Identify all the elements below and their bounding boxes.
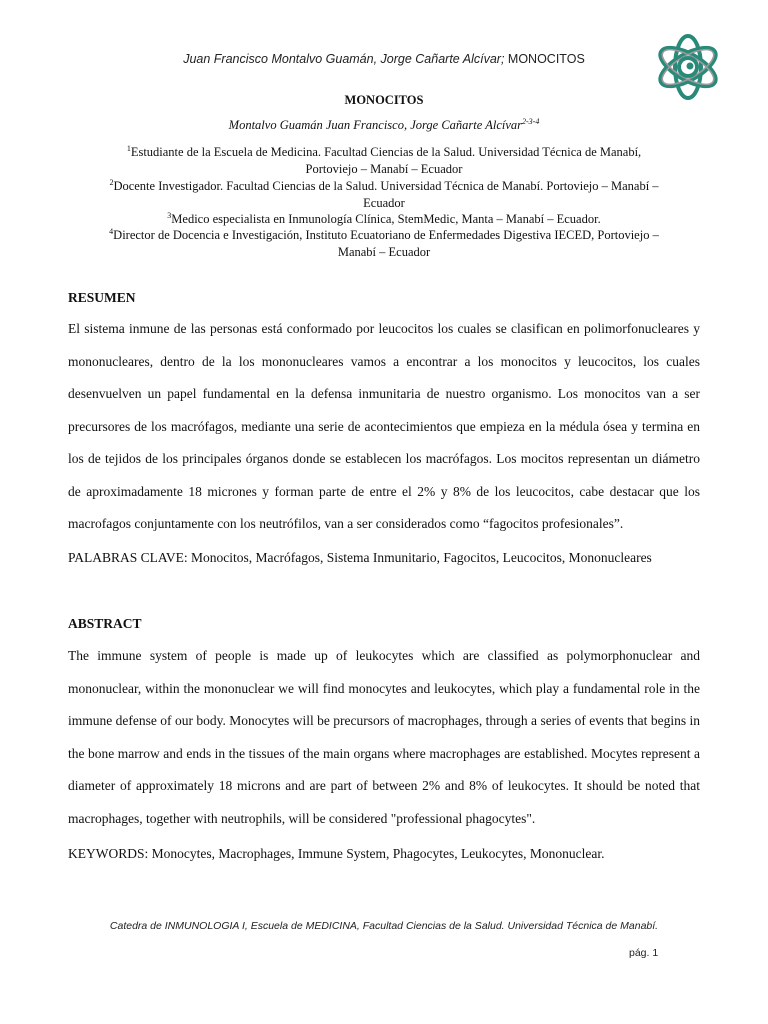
- abstract-keywords: KEYWORDS: Monocytes, Macrophages, Immune System, Phagocytes, Leukocytes, Mononuclear.: [68, 846, 605, 861]
- article-title: MONOCITOS: [344, 93, 424, 107]
- affiliation-1: $^1$Estudiante de la Escuela de Medicina. Facultad Ciencias de la Salud. Universidad Técnica de Manabí, Portoviejo – Manabí – Ecuador: [126, 144, 642, 176]
- resumen-keywords: PALABRAS CLAVE: Monocitos, Macrófagos, Sistema Inmunitario, Fagocitos, Leucocitos, Mononucleares: [68, 550, 652, 565]
- resumen-heading: RESUMEN: [68, 290, 136, 305]
- header-title: MONOCITOS: [507, 52, 585, 66]
- abstract-body: The immune system of people is made up of leukocytes which are classified as polymorphonuclear and mononuclear, within the mononuclear we will find monocytes and leukocytes, which play a fundamental role in the immune defense of our body. Monocytes will be precursors of macrophages, through a series of events that begins in the bone marrow and ends in the tissues of the main organs where macrophages are established. Mocytes represent a diameter of approximately 18 microns and are part of between 2% and 8% of leukocytes. It should be noted that macrophages, together with neutrophils, will be considered "professional phagocytes".: [68, 648, 700, 826]
- affiliation-4: $^4$Director de Docencia e Investigación, Instituto Ecuatoriano de Enfermedades Digestiva IECED, Portoviejo – Manabí – Ecuador: [109, 227, 659, 259]
- header-authors: Juan Francisco Montalvo Guamán, Jorge Cañarte Alcívar;: [183, 52, 505, 66]
- resumen-body: El sistema inmune de las personas está conformado por leucocitos los cuales se clasifican en polimorfonucleares y mononucleares, dentro de la los mononucleares vamos a encontrar a los monocitos y leucocitos, los cuales desenvuelven un papel fundamental en la defensa inmunitaria de nuestro organismo. Los monocitos van a ser precursores de los macrófagos, mediante una serie de acontecimientos que empieza en la médula ósea y termina en los de tejidos de los principales órganos donde se establecen los macrófagos. Los mocitos representan un diámetro de aproximadamente 18 micrones y forman parte de entre el 2% y 8% de los leucocitos, cabe destacar que los macrofagos conjuntamente con los neutrófilos, van a ser considerados como “fagocitos profesionales”.: [68, 321, 700, 531]
- running-header: [0, 52, 768, 66]
- article-authors: [0, 117, 768, 133]
- page-number: pág. 1: [629, 947, 659, 959]
- authors-superscript: 2-3-4: [522, 117, 540, 126]
- authors-names: Montalvo Guamán Juan Francisco, Jorge Cañarte Alcívar: [228, 118, 523, 133]
- page-footer: Catedra de INMUNOLOGIA I, Escuela de MEDICINA, Facultad Ciencias de la Salud. Universidad Técnica de Manabí.: [109, 920, 659, 932]
- affiliation-3: $^3$Medico especialista en Inmunología Clínica, StemMedic, Manta – Manabí – Ecuador.: [167, 211, 601, 227]
- abstract-heading: ABSTRACT: [68, 616, 142, 631]
- affiliation-2: $^2$Docente Investigador. Facultad Ciencias de la Salud. Universidad Técnica de Manabí. Portoviejo – Manabí – Ecuador: [109, 178, 659, 210]
